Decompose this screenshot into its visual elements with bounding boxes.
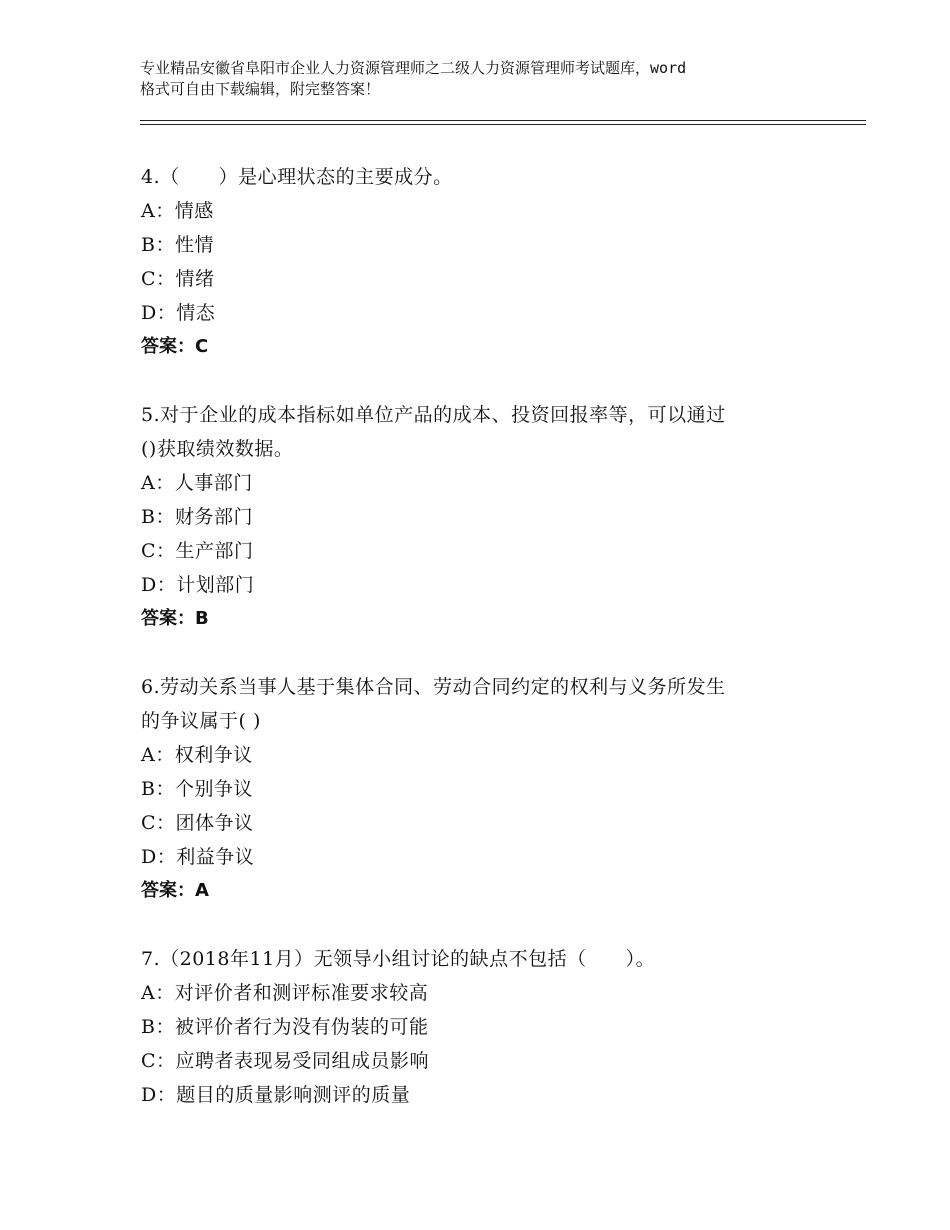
header-line-2: 格式可自由下载编辑，附完整答案！: [140, 80, 381, 98]
option-a: A：对评价者和测评标准要求较高: [141, 982, 429, 1004]
question-stem: [141, 942, 841, 976]
stem-line: 4.（ ）是心理状态的主要成分。: [141, 166, 453, 188]
question-gap: [141, 364, 841, 398]
header-divider-top: [140, 120, 866, 121]
option-b: B：被评价者行为没有伪装的可能: [141, 1016, 429, 1038]
answer-label: 答案：A: [141, 880, 209, 901]
option-b: B：财务部门: [141, 506, 253, 528]
header-line-1: 专业精品安徽省阜阳市企业人力资源管理师之二级人力资源管理师考试题库，word: [140, 59, 687, 77]
stem-line: 7.（2018年11月）无领导小组讨论的缺点不包括（ ）。: [141, 948, 656, 970]
question-6: [141, 670, 841, 908]
question-stem: [141, 670, 841, 738]
header-divider-bottom: [140, 124, 866, 125]
option-c: C：生产部门: [141, 540, 254, 562]
option-a: A：权利争议: [141, 744, 253, 766]
option-a: A：情感: [141, 200, 214, 222]
question-gap: [141, 908, 841, 942]
question-stem: [141, 398, 841, 466]
option-d: D：计划部门: [141, 574, 255, 596]
stem-line: 6.劳动关系当事人基于集体合同、劳动合同约定的权利与义务所发生: [141, 676, 726, 698]
question-gap: [141, 636, 841, 670]
option-b: B：性情: [141, 234, 214, 256]
stem-line: 5.对于企业的成本指标如单位产品的成本、投资回报率等，可以通过: [141, 404, 726, 426]
option-d: D：情态: [141, 302, 216, 324]
question-list: [141, 160, 841, 1112]
document-header: [140, 58, 830, 100]
answer-label: 答案：B: [141, 608, 209, 629]
option-b: B：个别争议: [141, 778, 253, 800]
option-d: D：利益争议: [141, 846, 255, 868]
stem-line: 的争议属于( ): [141, 710, 261, 732]
option-d: D：题目的质量影响测评的质量: [141, 1084, 411, 1106]
question-7: [141, 942, 841, 1112]
question-4: [141, 160, 841, 364]
option-a: A：人事部门: [141, 472, 253, 494]
question-5: [141, 398, 841, 636]
option-c: C：情绪: [141, 268, 215, 290]
option-c: C：团体争议: [141, 812, 254, 834]
option-c: C：应聘者表现易受同组成员影响: [141, 1050, 430, 1072]
stem-line: ()获取绩效数据。: [141, 438, 294, 460]
question-stem: [141, 160, 841, 194]
answer-label: 答案：C: [141, 336, 209, 357]
